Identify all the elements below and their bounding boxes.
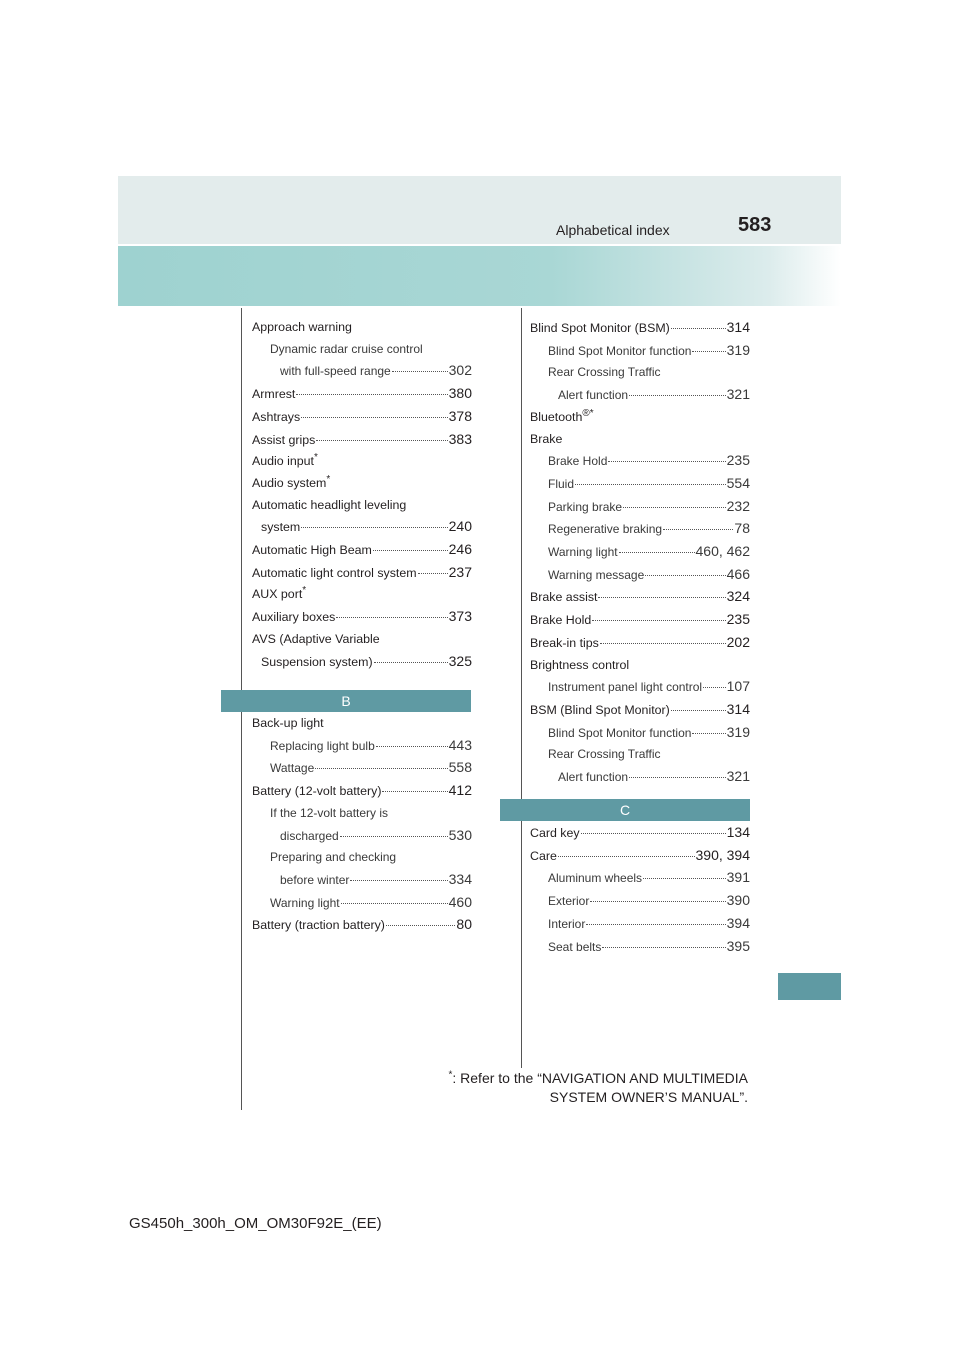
index-entry: [252, 429, 472, 452]
section-header-b: B: [221, 690, 471, 712]
leader-dots: [392, 371, 448, 372]
index-entry-label: Auxiliary boxes: [252, 610, 336, 625]
index-entry-label: Care: [530, 848, 557, 863]
index-entry: [530, 541, 750, 564]
index-entry-label: Interior: [548, 916, 586, 931]
index-entry-label: Wattage: [270, 761, 315, 776]
leader-dots: [581, 833, 726, 834]
index-entry: [530, 384, 750, 407]
index-entry-page: 314: [726, 700, 750, 717]
index-entry-label: Ashtrays: [252, 409, 301, 424]
index-entry: [530, 676, 750, 699]
leader-dots: [600, 643, 726, 644]
index-entry: [252, 539, 472, 562]
index-entry: [252, 451, 472, 473]
document-code: GS450h_300h_OM_OM30F92E_(EE): [129, 1215, 382, 1232]
index-entry-page: 390: [726, 892, 750, 909]
leader-dots: [608, 461, 725, 462]
footnote-asterisk: *: [448, 1069, 453, 1081]
leader-dots: [316, 440, 447, 441]
index-entry: [252, 803, 472, 825]
asterisk-mark: *: [314, 452, 318, 464]
index-entry: [530, 429, 750, 451]
index-column-right-c: [530, 822, 750, 958]
index-entry: [530, 407, 750, 429]
index-entry-page: 302: [448, 362, 472, 379]
index-entry-label: BSM (Blind Spot Monitor): [530, 702, 670, 717]
center-column-rule: [521, 308, 522, 1068]
index-column-left: [252, 317, 472, 673]
index-entry-label: Brightness control: [530, 657, 630, 672]
index-entry-page: 319: [726, 341, 750, 358]
leader-dots: [671, 328, 726, 329]
index-entry-label: Rear Crossing Traffic: [548, 747, 661, 762]
leader-dots: [671, 710, 726, 711]
index-entry: [530, 913, 750, 936]
index-entry-page: 334: [448, 870, 472, 887]
index-entry: [252, 317, 472, 339]
index-entry-page: 373: [448, 608, 472, 625]
index-entry-label: Blind Spot Monitor function: [548, 725, 692, 740]
index-entry-page: 394: [726, 914, 750, 931]
index-entry-page: 530: [448, 826, 472, 843]
index-entry-page: 378: [448, 407, 472, 424]
section-header-c: C: [500, 799, 750, 821]
index-entry-label: Parking brake: [548, 499, 623, 514]
index-entry: [252, 495, 472, 517]
index-entry: [252, 360, 472, 383]
index-entry: [530, 722, 750, 745]
leader-dots: [336, 617, 447, 618]
index-entry-label: Aluminum wheels: [548, 871, 643, 886]
index-entry-label: Warning light: [548, 545, 618, 560]
index-entry-page: 321: [726, 386, 750, 403]
leader-dots: [692, 351, 725, 352]
index-entry-page: 246: [448, 541, 472, 558]
index-entry-label: Rear Crossing Traffic: [548, 365, 661, 380]
index-entry-page: 395: [726, 937, 750, 954]
index-entry: [530, 317, 750, 340]
leader-dots: [663, 529, 733, 530]
leader-dots: [296, 394, 447, 395]
index-entry-label: Warning message: [548, 567, 645, 582]
index-entry-page: 202: [726, 633, 750, 650]
index-entry: [530, 890, 750, 913]
index-entry-page: 325: [448, 652, 472, 669]
index-entry: [252, 892, 472, 915]
index-entry-label: Automatic headlight leveling: [252, 497, 407, 512]
index-entry-label: Automatic High Beam: [252, 543, 372, 558]
index-entry-label: system: [261, 520, 301, 535]
leader-dots: [602, 947, 725, 948]
leader-dots: [301, 527, 447, 528]
index-entry-page: 554: [726, 474, 750, 491]
index-entry: [530, 564, 750, 587]
leader-dots: [692, 733, 725, 734]
index-entry-page: 314: [726, 319, 750, 335]
index-entry-label: Instrument panel light control: [548, 680, 703, 695]
index-entry: [252, 606, 472, 629]
leader-dots: [376, 746, 448, 747]
index-entry-label: Warning light: [270, 895, 340, 910]
footnote-line-1: : Refer to the “NAVIGATION AND MULTIMEDIA: [452, 1070, 748, 1086]
index-entry-label: before winter: [280, 872, 350, 887]
index-entry-label: discharged: [280, 828, 339, 843]
index-entry-label: Blind Spot Monitor function: [548, 343, 692, 358]
index-entry: [530, 340, 750, 363]
leader-dots: [301, 417, 447, 418]
leader-dots: [341, 903, 448, 904]
index-entry: [252, 847, 472, 869]
index-entry-label: Alert function: [558, 388, 629, 403]
index-entry-label: with full-speed range: [280, 364, 391, 379]
index-entry-page: 107: [726, 678, 750, 695]
leader-dots: [350, 880, 447, 881]
index-entry: [530, 699, 750, 722]
index-entry: [252, 757, 472, 780]
index-entry-page: 319: [726, 723, 750, 740]
index-entry-label: Blind Spot Monitor (BSM): [530, 321, 670, 335]
index-entry: [530, 655, 750, 677]
leader-dots: [592, 620, 725, 621]
index-entry: [530, 362, 750, 384]
index-entry-label: Audio system*: [252, 473, 331, 490]
index-entry-label: Fluid: [548, 476, 575, 491]
index-entry-label: Brake assist: [530, 590, 598, 605]
index-entry-label: Bluetooth®*: [530, 407, 594, 424]
leader-dots: [590, 901, 725, 902]
header-bar: [118, 176, 841, 244]
index-entry-page: 80: [456, 916, 472, 933]
index-entry-label: Regenerative braking: [548, 522, 663, 537]
index-entry: [252, 869, 472, 892]
index-entry-page: 235: [726, 452, 750, 469]
index-entry-label: Break-in tips: [530, 635, 599, 650]
index-entry-label: Dynamic radar cruise control: [270, 341, 423, 356]
index-entry-page: 237: [448, 563, 472, 580]
index-entry-page: 383: [448, 430, 472, 447]
index-entry: [252, 339, 472, 361]
leader-dots: [598, 597, 725, 598]
index-column-left-b: [252, 713, 472, 937]
index-entry: [530, 744, 750, 766]
index-entry: [530, 496, 750, 519]
index-entry: [530, 586, 750, 609]
index-entry-page: 558: [448, 759, 472, 776]
index-entry-label: Alert function: [558, 770, 629, 785]
index-entry: [252, 825, 472, 848]
index-entry: [530, 632, 750, 655]
index-entry: [530, 518, 750, 541]
index-entry-label: AVS (Adaptive Variable: [252, 631, 380, 646]
leader-dots: [623, 507, 726, 508]
leader-dots: [558, 856, 695, 857]
index-entry-label: If the 12-volt battery is: [270, 805, 389, 820]
index-entry-page: 466: [726, 565, 750, 582]
index-entry-page: 232: [726, 497, 750, 514]
index-entry-page: 134: [726, 824, 750, 840]
index-entry: [252, 584, 472, 606]
leader-dots: [629, 777, 726, 778]
leader-dots: [382, 791, 447, 792]
registered-mark: ®*: [582, 407, 594, 419]
leader-dots: [340, 836, 448, 837]
index-entry: [252, 406, 472, 429]
index-entry-label: Suspension system): [261, 654, 373, 669]
chapter-tab: [778, 973, 841, 1000]
index-entry-label: Audio input*: [252, 452, 318, 469]
leader-dots: [374, 662, 448, 663]
index-entry: [252, 914, 472, 937]
index-entry-page: 78: [734, 520, 750, 537]
index-entry: [530, 473, 750, 496]
index-entry-label: Battery (12-volt battery): [252, 784, 382, 799]
leader-dots: [586, 924, 725, 925]
leader-dots: [619, 552, 695, 553]
index-entry-label: Brake: [530, 431, 563, 446]
index-entry-page: 412: [448, 782, 472, 799]
index-entry-label: Armrest: [252, 387, 296, 402]
index-entry-page: 460: [448, 893, 472, 910]
index-entry: [530, 867, 750, 890]
index-entry-label: Exterior: [548, 894, 590, 909]
leader-dots: [315, 768, 447, 769]
index-entry-label: Seat belts: [548, 939, 602, 954]
index-entry: [252, 780, 472, 803]
leader-dots: [645, 575, 725, 576]
header-band: [118, 246, 841, 306]
footnote-line-2: SYSTEM OWNER’S MANUAL”.: [549, 1089, 748, 1105]
index-entry-page: 324: [726, 588, 750, 605]
leader-dots: [643, 878, 726, 879]
index-column-right: [530, 317, 750, 789]
index-entry: [252, 713, 472, 735]
index-entry-page: 443: [448, 736, 472, 753]
index-entry: [530, 822, 750, 845]
index-entry-label: Brake Hold: [530, 613, 592, 628]
index-entry: [252, 473, 472, 495]
page-title: Alphabetical index: [556, 222, 670, 238]
footnote: [448, 1069, 748, 1107]
leader-dots: [386, 925, 456, 926]
index-entry-page: 391: [726, 869, 750, 886]
index-entry: [252, 383, 472, 406]
index-entry-label: Assist grips: [252, 432, 316, 447]
index-entry-page: 380: [448, 385, 472, 402]
index-entry: [530, 845, 750, 868]
index-entry-label: Battery (traction battery): [252, 918, 385, 933]
index-entry: [252, 562, 472, 585]
index-entry-label: Preparing and checking: [270, 850, 397, 865]
index-entry: [252, 735, 472, 758]
index-entry-label: Card key: [530, 826, 580, 840]
leader-dots: [418, 573, 448, 574]
index-entry-page: 235: [726, 611, 750, 628]
asterisk-mark: *: [302, 585, 307, 597]
index-entry: [252, 629, 472, 651]
index-entry: [530, 450, 750, 473]
index-entry-page: 460, 462: [695, 543, 750, 560]
page-number: 583: [738, 214, 772, 236]
asterisk-mark: *: [326, 473, 331, 485]
leader-dots: [629, 395, 726, 396]
index-entry-label: Brake Hold: [548, 454, 608, 469]
leader-dots: [373, 550, 448, 551]
leader-dots: [703, 687, 726, 688]
index-entry: [252, 651, 472, 674]
index-entry: [530, 609, 750, 632]
index-entry-page: 321: [726, 768, 750, 785]
index-entry-label: Back-up light: [252, 716, 324, 730]
index-entry-label: AUX port*: [252, 585, 307, 602]
index-entry: [530, 766, 750, 789]
index-entry-label: Approach warning: [252, 320, 352, 334]
index-entry-page: 240: [448, 518, 472, 535]
index-entry-label: Replacing light bulb: [270, 738, 375, 753]
index-entry-label: Automatic light control system: [252, 565, 417, 580]
index-entry-page: 390, 394: [695, 846, 750, 863]
index-entry: [530, 936, 750, 959]
index-entry: [252, 516, 472, 539]
leader-dots: [575, 484, 726, 485]
